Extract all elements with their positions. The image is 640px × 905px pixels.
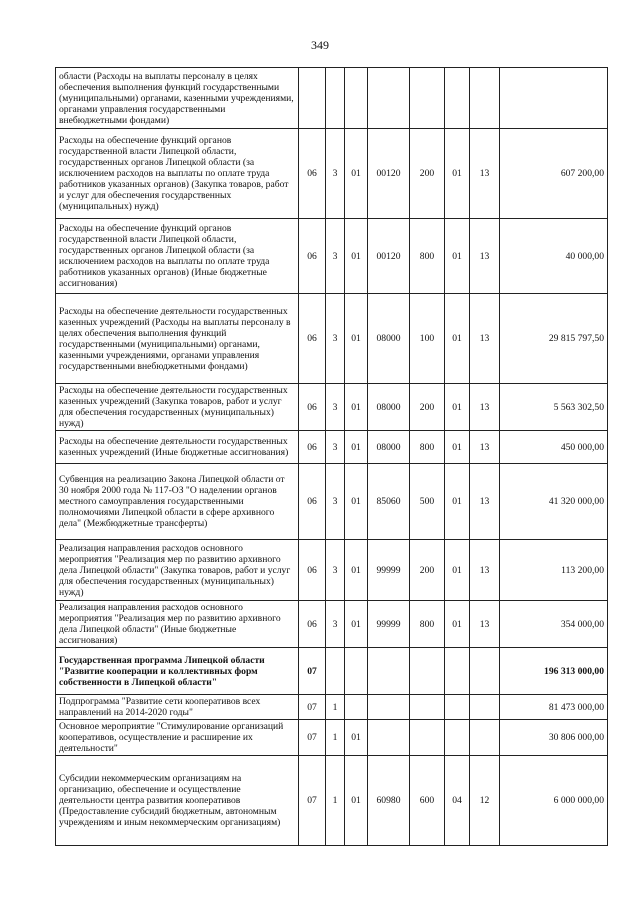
direction-code-cell <box>368 695 410 720</box>
direction-code-cell: 99999 <box>368 540 410 601</box>
table-row <box>56 601 608 648</box>
amount-cell: 30 806 000,00 <box>500 720 608 756</box>
subprogram-code-cell: 3 <box>326 540 345 601</box>
section-cell: 04 <box>445 756 470 846</box>
amount-cell: 196 313 000,00 <box>500 648 608 695</box>
table-row <box>56 68 608 129</box>
subsection-cell: 13 <box>470 464 500 540</box>
expense-type-cell: 100 <box>410 294 445 384</box>
table-row <box>56 129 608 219</box>
direction-code-cell <box>368 68 410 129</box>
subsection-cell: 12 <box>470 756 500 846</box>
description-cell: Подпрограмма "Развитие сети кооперативов всех направлений на 2014-2020 годы" <box>56 695 299 720</box>
program-code-cell: 07 <box>299 648 326 695</box>
program-code-cell: 06 <box>299 384 326 431</box>
section-cell <box>445 720 470 756</box>
program-code-cell: 06 <box>299 464 326 540</box>
direction-code-cell <box>368 648 410 695</box>
subsection-cell: 13 <box>470 384 500 431</box>
section-cell: 01 <box>445 464 470 540</box>
section-cell: 01 <box>445 219 470 294</box>
expense-type-cell <box>410 720 445 756</box>
subprogram-code-cell: 3 <box>326 294 345 384</box>
description-cell: Основное мероприятие "Стимулирование организаций кооперативов, осуществление и расширение их деятельности" <box>56 720 299 756</box>
subprogram-code-cell: 3 <box>326 219 345 294</box>
expense-type-cell <box>410 68 445 129</box>
program-code-cell: 07 <box>299 695 326 720</box>
description-cell: области (Расходы на выплаты персоналу в целях обеспечения выполнения функций государственными (муниципальными) органами, казенными учреждениями, органами управления государственными внебюджетными фондами) <box>56 68 299 129</box>
event-code-cell: 01 <box>345 464 368 540</box>
description-cell: Расходы на обеспечение функций органов государственной власти Липецкой области, государственных органов Липецкой области (за исключением расходов на выплаты по оплате труда работников указанных органов) (Закупка товаров, работ и услуг для обеспечения государственных (муниципальных) нужд) <box>56 129 299 219</box>
event-code-cell: 01 <box>345 219 368 294</box>
subprogram-code-cell <box>326 648 345 695</box>
subsection-cell <box>470 648 500 695</box>
description-cell: Расходы на обеспечение деятельности государственных казенных учреждений (Закупка товаров, работ и услуг для обеспечения государственных (муниципальных) нужд) <box>56 384 299 431</box>
table-row <box>56 219 608 294</box>
event-code-cell <box>345 648 368 695</box>
expense-type-cell <box>410 648 445 695</box>
program-code-cell: 06 <box>299 219 326 294</box>
event-code-cell: 01 <box>345 756 368 846</box>
expense-type-cell: 800 <box>410 601 445 648</box>
program-code-cell: 06 <box>299 431 326 464</box>
program-code-cell: 06 <box>299 294 326 384</box>
subsection-cell: 13 <box>470 294 500 384</box>
expense-type-cell: 200 <box>410 384 445 431</box>
section-cell <box>445 695 470 720</box>
direction-code-cell: 00120 <box>368 129 410 219</box>
program-code-cell: 07 <box>299 756 326 846</box>
subsection-cell: 13 <box>470 540 500 601</box>
event-code-cell: 01 <box>345 129 368 219</box>
expense-type-cell: 500 <box>410 464 445 540</box>
page-number: 349 <box>311 38 329 52</box>
table-row <box>56 431 608 464</box>
expense-type-cell: 200 <box>410 129 445 219</box>
amount-cell: 450 000,00 <box>500 431 608 464</box>
expense-type-cell <box>410 695 445 720</box>
amount-cell: 607 200,00 <box>500 129 608 219</box>
expense-type-cell: 600 <box>410 756 445 846</box>
table-row <box>56 294 608 384</box>
table-row <box>56 720 608 756</box>
event-code-cell: 01 <box>345 431 368 464</box>
section-cell: 01 <box>445 384 470 431</box>
section-cell: 01 <box>445 129 470 219</box>
table-row <box>56 648 608 695</box>
table-row <box>56 756 608 846</box>
direction-code-cell: 60980 <box>368 756 410 846</box>
subsection-cell <box>470 720 500 756</box>
description-cell: Субвенция на реализацию Закона Липецкой области от 30 ноября 2000 года № 117-ОЗ "О наделении органов местного самоуправления государственными полномочиями Липецкой области в сфере архивного дела" (Межбюджетные трансферты) <box>56 464 299 540</box>
table-row <box>56 695 608 720</box>
section-cell: 01 <box>445 431 470 464</box>
description-cell: Расходы на обеспечение функций органов государственной власти Липецкой области, государственных органов Липецкой области (за исключением расходов на выплаты по оплате труда работников указанных органов) (Иные бюджетные ассигнования) <box>56 219 299 294</box>
direction-code-cell: 08000 <box>368 294 410 384</box>
direction-code-cell: 99999 <box>368 601 410 648</box>
amount-cell: 5 563 302,50 <box>500 384 608 431</box>
subsection-cell: 13 <box>470 601 500 648</box>
direction-code-cell <box>368 720 410 756</box>
subprogram-code-cell: 3 <box>326 129 345 219</box>
description-cell: Государственная программа Липецкой области "Развитие кооперации и коллективных форм собственности в Липецкой области" <box>56 648 299 695</box>
expense-type-cell: 200 <box>410 540 445 601</box>
direction-code-cell: 85060 <box>368 464 410 540</box>
event-code-cell <box>345 68 368 129</box>
event-code-cell: 01 <box>345 720 368 756</box>
subprogram-code-cell: 1 <box>326 695 345 720</box>
subprogram-code-cell: 3 <box>326 601 345 648</box>
section-cell <box>445 68 470 129</box>
subprogram-code-cell: 3 <box>326 464 345 540</box>
direction-code-cell: 00120 <box>368 219 410 294</box>
direction-code-cell: 08000 <box>368 384 410 431</box>
amount-cell: 81 473 000,00 <box>500 695 608 720</box>
event-code-cell <box>345 695 368 720</box>
amount-cell: 40 000,00 <box>500 219 608 294</box>
program-code-cell: 06 <box>299 601 326 648</box>
expense-type-cell: 800 <box>410 219 445 294</box>
description-cell: Реализация направления расходов основного мероприятия "Реализация мер по развитию архивного дела Липецкой области" (Закупка товаров, работ и услуг для обеспечения государственных (муниципальных) нужд) <box>56 540 299 601</box>
budget-table <box>55 67 608 846</box>
amount-cell: 6 000 000,00 <box>500 756 608 846</box>
amount-cell <box>500 68 608 129</box>
direction-code-cell: 08000 <box>368 431 410 464</box>
subsection-cell: 13 <box>470 219 500 294</box>
event-code-cell: 01 <box>345 294 368 384</box>
section-cell: 01 <box>445 601 470 648</box>
subsection-cell <box>470 68 500 129</box>
event-code-cell: 01 <box>345 540 368 601</box>
subprogram-code-cell <box>326 68 345 129</box>
table-row <box>56 384 608 431</box>
description-cell: Субсидии некоммерческим организациям на организацию, обеспечение и осуществление деятельности центра развития кооперативов (Предоставление субсидий бюджетным, автономным учреждениям и иным некоммерческим организациям) <box>56 756 299 846</box>
subprogram-code-cell: 3 <box>326 431 345 464</box>
expense-type-cell: 800 <box>410 431 445 464</box>
section-cell <box>445 648 470 695</box>
description-cell: Расходы на обеспечение деятельности государственных казенных учреждений (Иные бюджетные ассигнования) <box>56 431 299 464</box>
table-row <box>56 464 608 540</box>
subprogram-code-cell: 1 <box>326 756 345 846</box>
program-code-cell: 06 <box>299 129 326 219</box>
subprogram-code-cell: 1 <box>326 720 345 756</box>
section-cell: 01 <box>445 294 470 384</box>
subsection-cell: 13 <box>470 431 500 464</box>
subsection-cell <box>470 695 500 720</box>
section-cell: 01 <box>445 540 470 601</box>
amount-cell: 354 000,00 <box>500 601 608 648</box>
amount-cell: 41 320 000,00 <box>500 464 608 540</box>
program-code-cell: 07 <box>299 720 326 756</box>
event-code-cell: 01 <box>345 601 368 648</box>
program-code-cell: 06 <box>299 540 326 601</box>
description-cell: Реализация направления расходов основного мероприятия "Реализация мер по развитию архивного дела Липецкой области" (Иные бюджетные ассигнования) <box>56 601 299 648</box>
description-cell: Расходы на обеспечение деятельности государственных казенных учреждений (Расходы на выплаты персоналу в целях обеспечения выполнения функций государственными (муниципальными) органами, казенными учреждениями, органами управления государственными внебюджетными фондами) <box>56 294 299 384</box>
program-code-cell <box>299 68 326 129</box>
subprogram-code-cell: 3 <box>326 384 345 431</box>
amount-cell: 113 200,00 <box>500 540 608 601</box>
event-code-cell: 01 <box>345 384 368 431</box>
subsection-cell: 13 <box>470 129 500 219</box>
table-row <box>56 540 608 601</box>
amount-cell: 29 815 797,50 <box>500 294 608 384</box>
